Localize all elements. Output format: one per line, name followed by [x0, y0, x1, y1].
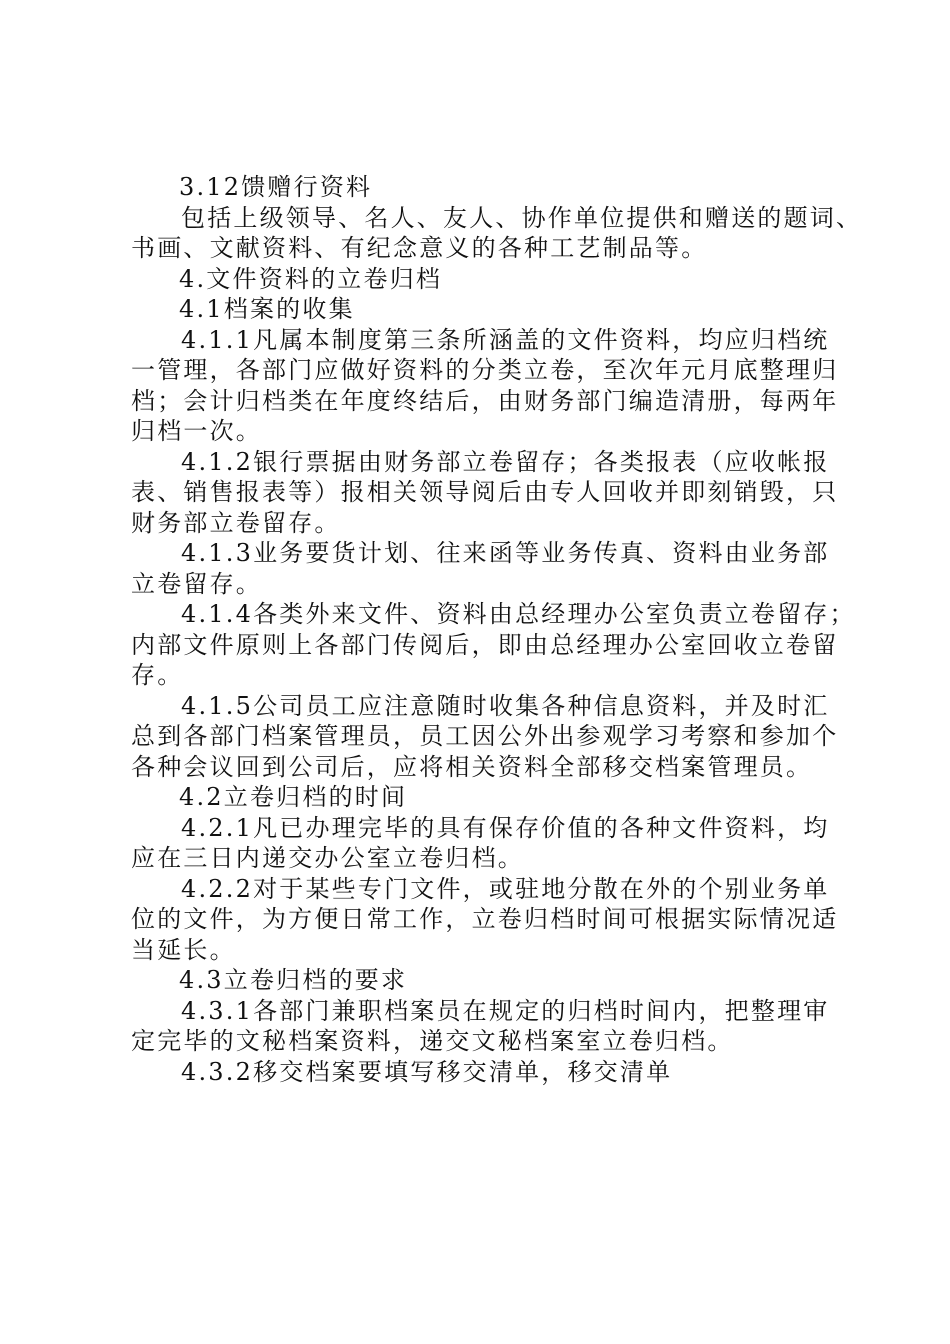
section-heading-4: 4.文件资料的立卷归档	[179, 264, 443, 293]
document-page	[131, 172, 863, 1087]
paragraph-line: 立卷留存。	[131, 569, 262, 598]
clause-4-1-4: 4.1.4各类外来文件、资料由总经理办公室负责立卷留存；	[181, 600, 856, 628]
paragraph-line: 财务部立卷留存。	[131, 508, 341, 537]
clause-4-3-1: 4.3.1各部门兼职档案员在规定的归档时间内，把整理审	[181, 996, 830, 1025]
paragraph-line: 包括上级领导、名人、友人、协作单位提供和赠送的题词、	[181, 203, 863, 232]
section-heading-4-2: 4.2立卷归档的时间	[179, 783, 408, 811]
paragraph-line: 各种会议回到公司后，应将相关资料全部移交档案管理员。	[131, 752, 813, 781]
clause-4-1-3: 4.1.3业务要货计划、往来函等业务传真、资料由业务部	[181, 539, 830, 567]
paragraph-line: 总到各部门档案管理员，员工因公外出参观学习考察和参加个	[131, 722, 839, 750]
paragraph-line: 档；会计归档类在年度终结后，由财务部门编造清册，每两年	[131, 386, 839, 415]
paragraph-line: 内部文件原则上各部门传阅后，即由总经理办公室回收立卷留	[131, 630, 839, 659]
paragraph-line: 一管理，各部门应做好资料的分类立卷，至次年元月底整理归	[131, 356, 839, 384]
paragraph-line: 当延长。	[131, 935, 236, 964]
paragraph-line: 表、销售报表等）报相关领导阅后由专人回收并即刻销毁，只	[131, 478, 839, 506]
section-heading-4-3: 4.3立卷归档的要求	[179, 966, 408, 994]
paragraph-line: 定完毕的文秘档案资料，递交文秘档案室立卷归档。	[131, 1027, 734, 1055]
paragraph-line: 应在三日内递交办公室立卷归档。	[131, 844, 524, 872]
clause-4-3-2: 4.3.2移交档案要填写移交清单，移交清单	[181, 1057, 673, 1086]
section-heading-4-1: 4.1档案的收集	[179, 295, 355, 323]
clause-4-1-2: 4.1.2银行票据由财务部立卷留存；各类报表（应收帐报	[181, 447, 830, 476]
clause-4-1-5: 4.1.5公司员工应注意随时收集各种信息资料，并及时汇	[181, 691, 830, 720]
paragraph-line: 书画、文献资料、有纪念意义的各种工艺制品等。	[131, 234, 708, 262]
paragraph-line: 位的文件，为方便日常工作，立卷归档时间可根据实际情况适	[131, 905, 839, 933]
clause-4-2-2: 4.2.2对于某些专门文件，或驻地分散在外的个别业务单	[181, 874, 830, 903]
clause-4-1-1: 4.1.1凡属本制度第三条所涵盖的文件资料，均应归档统	[181, 325, 830, 354]
clause-4-2-1: 4.2.1凡已办理完毕的具有保存价值的各种文件资料，均	[181, 813, 830, 842]
paragraph-line: 归档一次。	[131, 417, 262, 445]
paragraph-line: 存。	[131, 661, 184, 689]
section-heading-3-12: 3.12馈赠行资料	[179, 173, 373, 201]
